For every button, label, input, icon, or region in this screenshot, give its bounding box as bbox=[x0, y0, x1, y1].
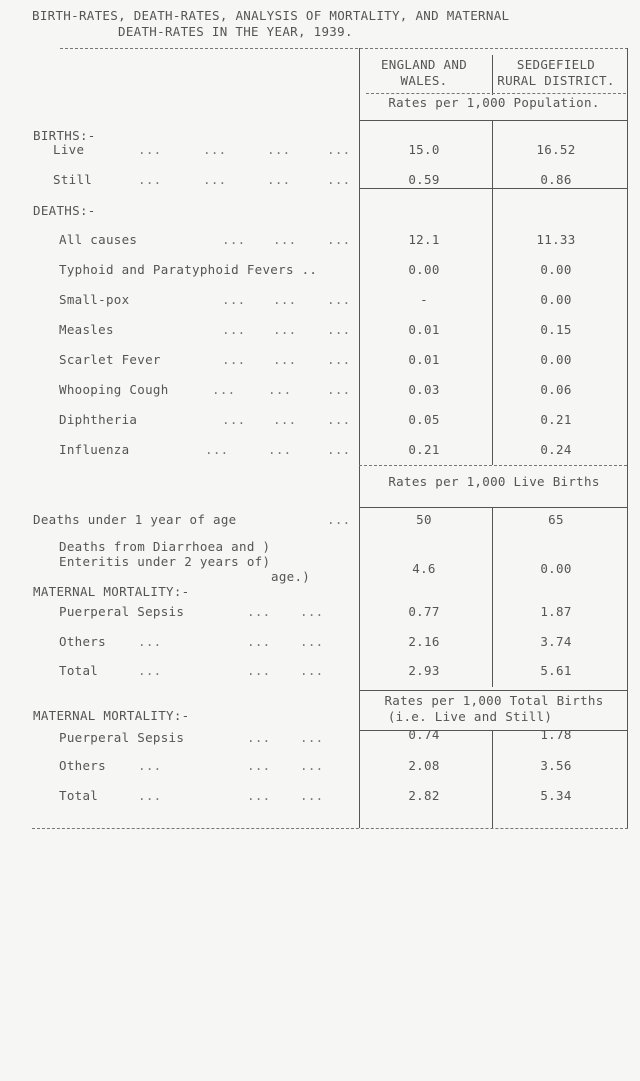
row-still-sed: 0.86 bbox=[540, 172, 572, 187]
leader-dots: ... bbox=[203, 172, 227, 187]
row-others2-sed: 3.56 bbox=[540, 758, 572, 773]
leader-dots: ... bbox=[327, 352, 351, 367]
column-divider-mid-2 bbox=[492, 507, 493, 687]
row-diarrhoea-ew: 4.6 bbox=[412, 561, 436, 576]
leader-dots: ... bbox=[222, 352, 246, 367]
row-whooping-label: Whooping Cough bbox=[59, 382, 169, 397]
births-rule bbox=[359, 188, 627, 189]
row-puerperal2-label: Puerperal Sepsis bbox=[59, 730, 185, 745]
row-diarrhoea-label-3: age.) bbox=[271, 569, 311, 584]
section-deaths: DEATHS:- bbox=[33, 203, 96, 218]
row-all-causes-label: All causes bbox=[59, 232, 138, 247]
row-others2-label: Others bbox=[59, 758, 106, 773]
row-under1-sed: 65 bbox=[548, 512, 564, 527]
row-diarrhoea-sed: 0.00 bbox=[540, 561, 572, 576]
row-total2-ew: 2.82 bbox=[408, 788, 440, 803]
leader-dots: ... bbox=[138, 634, 162, 649]
row-total1-label: Total bbox=[59, 663, 99, 678]
leader-dots: ... bbox=[267, 172, 291, 187]
leader-dots: ... bbox=[300, 604, 324, 619]
row-diphtheria-label: Diphtheria bbox=[59, 412, 138, 427]
row-others1-label: Others bbox=[59, 634, 106, 649]
leader-dots: ... bbox=[327, 412, 351, 427]
row-smallpox-label: Small-pox bbox=[59, 292, 130, 307]
leader-dots: ... bbox=[273, 292, 297, 307]
leader-dots: ... bbox=[327, 232, 351, 247]
row-typhoid-sed: 0.00 bbox=[540, 262, 572, 277]
leader-dots: ... bbox=[273, 412, 297, 427]
rate-header-live-births: Rates per 1,000 Live Births bbox=[388, 474, 600, 489]
column-divider-left bbox=[359, 48, 360, 828]
row-still-label: Still bbox=[53, 172, 93, 187]
population-rule bbox=[359, 120, 627, 121]
row-measles-sed: 0.15 bbox=[540, 322, 572, 337]
rate-header-total-births-1: Rates per 1,000 Total Births bbox=[384, 693, 604, 708]
row-measles-ew: 0.01 bbox=[408, 322, 440, 337]
row-live-sed: 16.52 bbox=[536, 142, 576, 157]
row-live-ew: 15.0 bbox=[408, 142, 440, 157]
leader-dots: ... bbox=[273, 232, 297, 247]
row-puerperal1-label: Puerperal Sepsis bbox=[59, 604, 185, 619]
leader-dots: ... bbox=[205, 442, 229, 457]
leader-dots: ... bbox=[222, 292, 246, 307]
leader-dots: ... bbox=[300, 663, 324, 678]
row-typhoid-ew: 0.00 bbox=[408, 262, 440, 277]
leader-dots: ... bbox=[138, 172, 162, 187]
row-under1-ew: 50 bbox=[416, 512, 432, 527]
row-scarlet-sed: 0.00 bbox=[540, 352, 572, 367]
column-divider-mid-1 bbox=[492, 120, 493, 465]
leader-dots: ... bbox=[300, 788, 324, 803]
row-whooping-ew: 0.03 bbox=[408, 382, 440, 397]
row-influenza-ew: 0.21 bbox=[408, 442, 440, 457]
leader-dots: ... bbox=[327, 512, 351, 527]
leader-dots: ... bbox=[273, 322, 297, 337]
live-births-rule bbox=[359, 507, 627, 508]
row-still-ew: 0.59 bbox=[408, 172, 440, 187]
row-all-causes-ew: 12.1 bbox=[408, 232, 440, 247]
leader-dots: ... bbox=[203, 142, 227, 157]
title-line-2: DEATH-RATES IN THE YEAR, 1939. bbox=[118, 24, 353, 39]
row-others1-ew: 2.16 bbox=[408, 634, 440, 649]
leader-dots: ... bbox=[247, 730, 271, 745]
rate-header-population: Rates per 1,000 Population. bbox=[388, 95, 600, 110]
leader-dots: ... bbox=[247, 634, 271, 649]
section-maternal-mortality-2: MATERNAL MORTALITY:- bbox=[33, 708, 190, 723]
table-top-rule bbox=[60, 48, 628, 49]
leader-dots: ... bbox=[327, 322, 351, 337]
maternal1-rule bbox=[359, 690, 627, 691]
row-smallpox-sed: 0.00 bbox=[540, 292, 572, 307]
section-births: BIRTHS:- bbox=[33, 128, 96, 143]
header-england-wales-1: ENGLAND AND bbox=[380, 57, 468, 72]
row-others1-sed: 3.74 bbox=[540, 634, 572, 649]
row-typhoid-label: Typhoid and Paratyphoid Fevers .. bbox=[59, 262, 318, 277]
header-sedgefield-2: RURAL DISTRICT. bbox=[497, 73, 615, 88]
leader-dots: ... bbox=[327, 292, 351, 307]
leader-dots: ... bbox=[300, 634, 324, 649]
leader-dots: ... bbox=[138, 663, 162, 678]
leader-dots: ... bbox=[247, 604, 271, 619]
row-puerperal2-sed: 1.78 bbox=[540, 727, 572, 742]
leader-dots: ... bbox=[268, 442, 292, 457]
row-under1-label: Deaths under 1 year of age bbox=[33, 512, 237, 527]
row-diphtheria-sed: 0.21 bbox=[540, 412, 572, 427]
leader-dots: ... bbox=[327, 172, 351, 187]
row-influenza-label: Influenza bbox=[59, 442, 130, 457]
row-scarlet-label: Scarlet Fever bbox=[59, 352, 161, 367]
row-scarlet-ew: 0.01 bbox=[408, 352, 440, 367]
leader-dots: ... bbox=[327, 442, 351, 457]
row-total1-ew: 2.93 bbox=[408, 663, 440, 678]
leader-dots: ... bbox=[222, 232, 246, 247]
row-diphtheria-ew: 0.05 bbox=[408, 412, 440, 427]
row-all-causes-sed: 11.33 bbox=[536, 232, 576, 247]
column-divider-mid-3 bbox=[492, 730, 493, 828]
row-puerperal2-ew: 0.74 bbox=[408, 727, 440, 742]
row-diarrhoea-label-2: Enteritis under 2 years of) bbox=[59, 554, 271, 569]
row-measles-label: Measles bbox=[59, 322, 114, 337]
leader-dots: ... bbox=[138, 142, 162, 157]
leader-dots: ... bbox=[222, 322, 246, 337]
deaths-rule bbox=[359, 465, 627, 466]
table-right-rule bbox=[627, 48, 628, 828]
leader-dots: ... bbox=[300, 758, 324, 773]
column-divider-header bbox=[492, 55, 493, 95]
row-whooping-sed: 0.06 bbox=[540, 382, 572, 397]
leader-dots: ... bbox=[273, 352, 297, 367]
leader-dots: ... bbox=[300, 730, 324, 745]
row-puerperal1-sed: 1.87 bbox=[540, 604, 572, 619]
row-total2-sed: 5.34 bbox=[540, 788, 572, 803]
leader-dots: ... bbox=[247, 788, 271, 803]
leader-dots: ... bbox=[268, 382, 292, 397]
leader-dots: ... bbox=[247, 663, 271, 678]
row-smallpox-ew: - bbox=[420, 292, 428, 307]
leader-dots: ... bbox=[212, 382, 236, 397]
leader-dots: ... bbox=[327, 142, 351, 157]
row-influenza-sed: 0.24 bbox=[540, 442, 572, 457]
header-sedgefield-1: SEDGEFIELD bbox=[516, 57, 596, 72]
leader-dots: ... bbox=[247, 758, 271, 773]
header-rule bbox=[366, 93, 626, 94]
leader-dots: ... bbox=[222, 412, 246, 427]
section-maternal-mortality-1: MATERNAL MORTALITY:- bbox=[33, 584, 190, 599]
title-line-1: BIRTH-RATES, DEATH-RATES, ANALYSIS OF MORTALITY, AND MATERNAL bbox=[32, 8, 510, 23]
rate-header-total-births-2: (i.e. Live and Still) bbox=[387, 709, 553, 724]
total-births-rule bbox=[359, 730, 627, 731]
table-bottom-rule bbox=[32, 828, 628, 829]
row-others2-ew: 2.08 bbox=[408, 758, 440, 773]
row-live-label: Live bbox=[53, 142, 85, 157]
row-puerperal1-ew: 0.77 bbox=[408, 604, 440, 619]
leader-dots: ... bbox=[138, 788, 162, 803]
row-total2-label: Total bbox=[59, 788, 99, 803]
leader-dots: ... bbox=[327, 382, 351, 397]
header-england-wales-2: WALES. bbox=[400, 73, 448, 88]
row-diarrhoea-label-1: Deaths from Diarrhoea and ) bbox=[59, 539, 271, 554]
leader-dots: ... bbox=[267, 142, 291, 157]
row-total1-sed: 5.61 bbox=[540, 663, 572, 678]
leader-dots: ... bbox=[138, 758, 162, 773]
